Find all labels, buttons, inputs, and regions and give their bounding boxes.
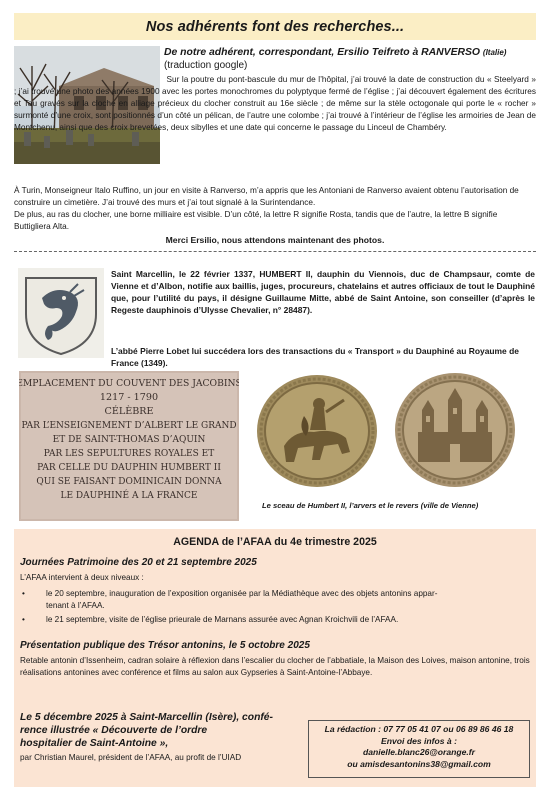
seal-front-image <box>254 372 380 490</box>
plaque-line-7: PAR CELLE DU DAUPHIN HUMBERT II <box>37 463 221 473</box>
plaque-line-9: LE DAUPHINÉ A LA FRANCE <box>60 491 198 501</box>
event3-text: par Christian Maurel, président de l’AFAA, au profit de l’UIAD <box>20 753 242 762</box>
plaque-line-4: PAR L’ENSEIGNEMENT D’ALBERT LE GRAND <box>21 421 237 431</box>
plaque-line-3: CÉLÈBRE <box>104 406 154 417</box>
redaction-send-label: Envoi des infos à : <box>381 735 457 746</box>
section2-paragraph-1: Saint Marcellin, le 22 février 1337, HUMBERT II, dauphin du Viennois, duc de Champsaur, comte de Vienne et d’Albon, notifie aux baillis, juges, procureurs, chatelains et autres officiaux de tout le Dauphiné que, pour l’utilité du pays, il désigne Guillaume Mitte, abbé de Saint Antoine, son conseiller (d’après le Regeste dauphinois d’Ulysse Chevalier, n° 28487). <box>111 269 535 315</box>
plaque-line-8: QUI SE FAISANT DOMINICAIN DONNA <box>36 477 222 487</box>
redaction-email-2[interactable]: ou amisdesantonins38@gmail.com <box>347 758 491 769</box>
redaction-email-1[interactable]: danielle.blanc26@orange.fr <box>362 747 476 757</box>
plaque-line-5: ET DE SAINT-THOMAS D’AQUIN <box>52 435 206 445</box>
page-title-band <box>14 13 536 40</box>
event2-heading: Présentation publique des Trésor antonins, le 5 octobre 2025 <box>20 640 310 651</box>
section1-heading-text: De notre adhérent, correspondant, Ersilio Teifreto à RANVERSO <box>164 47 481 58</box>
section1-paragraph-2-group <box>14 185 536 233</box>
event1-heading: Journées Patrimoine des 20 et 21 septembre 2025 <box>20 557 257 568</box>
section1-heading-country: (Italie) <box>482 48 507 57</box>
dashed-separator <box>14 251 536 252</box>
section2-paragraph-2: L’abbé Pierre Lobet lui succédera lors des transactions du « Transport » du Dauphiné au Royaume de France (1349). <box>111 346 519 368</box>
event3-heading <box>20 711 273 751</box>
seal-caption: Le sceau de Humbert II, l’arvers et le revers (ville de Vienne) <box>262 501 479 510</box>
section1-paragraph-3: De plus, au ras du clocher, une borne milliaire est visible. D’un côté, la lettre R signifie Rosta, tandis que de l’autre, la lettre B signifie Buttigliera Alta. <box>14 209 498 231</box>
dauphin-coat-of-arms <box>18 268 104 358</box>
redaction-phone: La rédaction : 07 77 05 41 07 ou 06 89 86 46 18 <box>324 724 514 734</box>
jacobins-plaque-photo <box>19 371 239 521</box>
section1-heading <box>164 46 538 59</box>
section1-subheading: (traduction google) <box>164 60 248 71</box>
section1-paragraph-1 <box>14 74 536 134</box>
bullet-dot: • <box>22 589 25 598</box>
plaque-line-6: PAR LES SEPULTURES ROYALES ET <box>43 449 215 459</box>
event2-text: Retable antonin d’Issenheim, cadran solaire à réflexion dans l’escalier du clocher de l’abbatiale, la Maison des Loives, maison antonine, trois réalisations antonines avec conférence et films au salon aux Gypseries à Saint-Antoine-l’Abbaye. <box>20 656 530 677</box>
seal-back-image <box>392 370 518 490</box>
redaction-contact-box <box>308 720 530 778</box>
bullet-dot: • <box>22 615 25 624</box>
section1-thanks: Merci Ersilio, nous attendons maintenant des photos. <box>165 235 385 245</box>
plaque-line-2: 1217 - 1790 <box>99 392 159 403</box>
plaque-line-1: EMPLACEMENT DU COUVENT DES JACOBINS <box>19 378 239 389</box>
agenda-title: AGENDA de l’AFAA du 4e trimestre 2025 <box>173 536 377 548</box>
page-title: Nos adhérents font des recherches... <box>145 18 405 35</box>
event3-heading-line-2: rence illustrée « Découverte de l’ordre <box>20 725 208 737</box>
event1-bullet1-line2: tenant à l’AFAA. <box>46 601 105 610</box>
section1-paragraph-1-text: Sur la poutre du pont-bascule du mur de l’hôpital, j’ai trouvé la date de construction du « Steelyard » ; j’ai trouvé une photo des années 1900 avec les portes monochromes du polyptyque fermé de l’église ; j’ai découvert également des écritures et Tau gravés sur la cloche en alliage précieux du clocher construit au 16e siècle ; de même sur la stèle octogonale qui porte le « rocher » surmonté d’une croix, sont positionnés d’un côté un pélican, de l’autre une colombe ; j’ai trouvé à l’intérieur de l’église les armoiries de Jean de Montchenu, ainsi que des croix brevetées, deux sibylles et une date qui concerne le passage du Linceul de Chambéry. <box>14 75 536 132</box>
section1-paragraph-2: À Turin, Monseigneur Italo Ruffino, un jour en visite à Ranverso, m’a appris que les Antoniani de Ranverso avaient obtenu l’autorisation de construire un cimetière. J’ai trouvé des murs et j’ai tout signalé à la Surintendance. <box>14 186 519 207</box>
event3-heading-line-3: hospitalier de Saint-Antoine », <box>20 738 169 750</box>
event1-bullet1-line1: le 20 septembre, inauguration de l’exposition organisée par la Médiathèque avec des objets antonins appar- <box>46 589 438 598</box>
event1-bullet2: le 21 septembre, visite de l’église prieurale de Marnans assurée avec Agnan Kroichvili de l’AFAA. <box>46 615 399 624</box>
event3-heading-line-1: Le 5 décembre 2025 à Saint-Marcellin (Isère), confé- <box>20 712 273 723</box>
event1-intro: L’AFAA intervient à deux niveaux : <box>20 573 144 582</box>
